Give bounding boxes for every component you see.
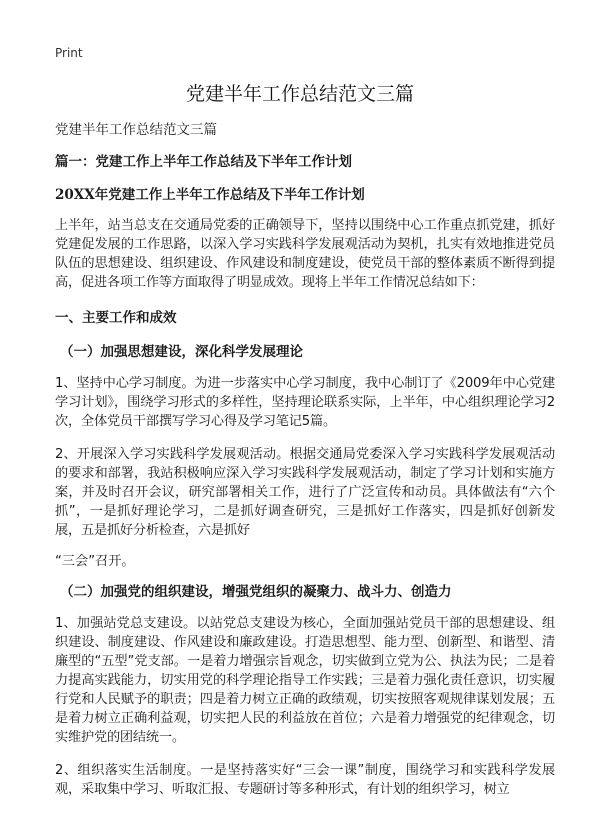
print-link[interactable]: Print (55, 46, 83, 60)
paragraph-practice-activity: 2、开展深入学习实践科学发展观活动。根据交通局党委深入学习实践科学发展观活动的要求和部署，我站积极响应深入学习实践科学发展观活动，制定了学习计划和实施方案，并及时召开会议，研究部署相关工作，进行了广泛宣传和动员。具体做法有“六个抓”，一是抓好理论学习，二是抓好调查研究，三是抓好工作落实，四是抓好创新发展，五是抓好分析检查，六是抓好 (55, 447, 555, 538)
section-heading-main-work: 一、主要工作和成效 (55, 310, 177, 326)
subsection-heading-ideology: （一）加强思想建设，深化科学发展理论 (60, 344, 303, 360)
paragraph-study-system: 1、坚持中心学习制度。为进一步落实中心学习制度，我中心制订了《2009年中心党建学习计划》，围绕学习形式的多样性，坚持理论联系实际，上半年，中心组织理论学习2次，全体党员干部撰写学习心得及学习笔记5篇。 (55, 376, 555, 429)
page-title: 党建半年工作总结范文三篇 (185, 83, 414, 105)
part-heading: 篇一：党建工作上半年工作总结及下半年工作计划 (55, 154, 352, 170)
document-body (55, 118, 555, 813)
paragraph-life-system: 2、组织落实生活制度。一是坚持落实好“三会一课”制度，围绕学习和实践科学发展观，采取集中学习、听取汇报、专题研讨等多种形式，有计划的组织学习，树立 (55, 763, 555, 797)
year-heading: 20XX年党建工作上半年工作总结及下半年工作计划 (55, 187, 365, 203)
subsection-heading-organization: （二）加强党的组织建设，增强党组织的凝聚力、战斗力、创造力 (60, 584, 452, 600)
paragraph-three-meetings: “三会”召开。 (55, 554, 135, 569)
paragraph-branch-building: 1、加强站党总支建设。以站党总支建设为核心，全面加强站党员干部的思想建设、组织建设、制度建设、作风建设和廉政建设。打造思想型、能力型、创新型、和谐型、清廉型的“五型”党支部。一是着力增强宗旨观念，切实做到立党为公、执法为民；二是着力提高实践能力，切实用党的科学理论指导工作实践；三是着力强化责任意识，切实履行党和人民赋予的职责；四是着力树立正确的政绩观，切实按照客观规律谋划发展；五是着力树立正确利益观，切实把人民的利益放在首位；六是着力增强党的纪律观念，切实维护党的团结统一。 (55, 616, 555, 745)
document-subtitle: 党建半年工作总结范文三篇 (55, 122, 217, 138)
intro-paragraph: 上半年，站当总支在交通局党委的正确领导下，坚持以围绕中心工作重点抓党建，抓好党建促发展的工作思路，以深入学习实践科学发展观活动为契机，扎实有效地推进党员队伍的思想建设、组织建设、作风建设和制度建设，使党员干部的整体素质不断得到提高，促进各项工作等方面取得了明显成效。现将上半年工作情况总结如下： (55, 218, 555, 290)
